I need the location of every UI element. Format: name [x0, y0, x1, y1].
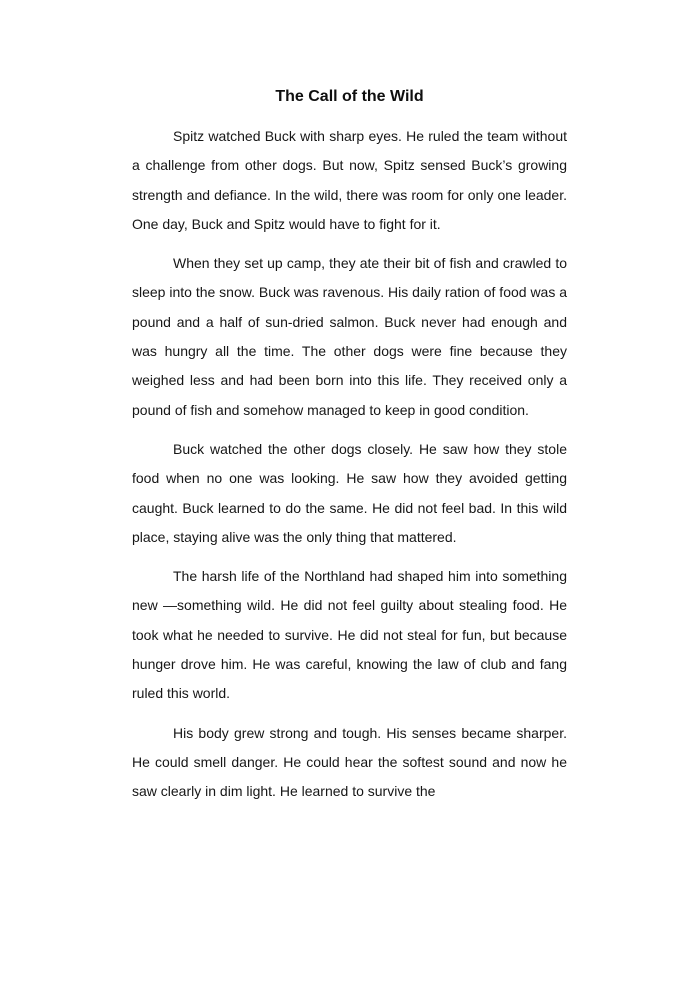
body-paragraph: Spitz watched Buck with sharp eyes. He ruled the team without a challenge from other dogs. But now, Spitz sensed Buck’s growing strength and defiance. In the wild, there was room for only one leader. One day, Buck and Spitz would have to fight for it. — [132, 128, 567, 232]
body-paragraph: The harsh life of the Northland had shaped him into something new —something wild. He did not feel guilty about stealing food. He took what he needed to survive. He did not steal for fun, but because hunger drove him. He was careful, knowing the law of club and fang ruled this world. — [132, 568, 567, 702]
body-paragraph: When they set up camp, they ate their bit of fish and crawled to sleep into the snow. Buck was ravenous. His daily ration of food was a pound and a half of sun-dried salmon. Buck never had enough and was hungry all the time. The other dogs were fine because they weighed less and had been born into this life. They received only a pound of fish and somehow managed to keep in good condition. — [132, 255, 568, 418]
body-paragraph: His body grew strong and tough. His senses became sharper. He could smell danger. He could hear the softest sound and now he saw clearly in dim light. He learned to survive the — [132, 724, 567, 800]
body-paragraph: Buck watched the other dogs closely. He saw how they stole food when no one was looking. He saw how they avoided getting caught. Buck learned to do the same. He did not feel bad. In this wild place, staying alive was the only thing that mattered. — [132, 440, 567, 545]
document-title: The Call of the Wild — [275, 88, 424, 105]
document-content — [132, 84, 567, 817]
document-body — [132, 122, 567, 807]
